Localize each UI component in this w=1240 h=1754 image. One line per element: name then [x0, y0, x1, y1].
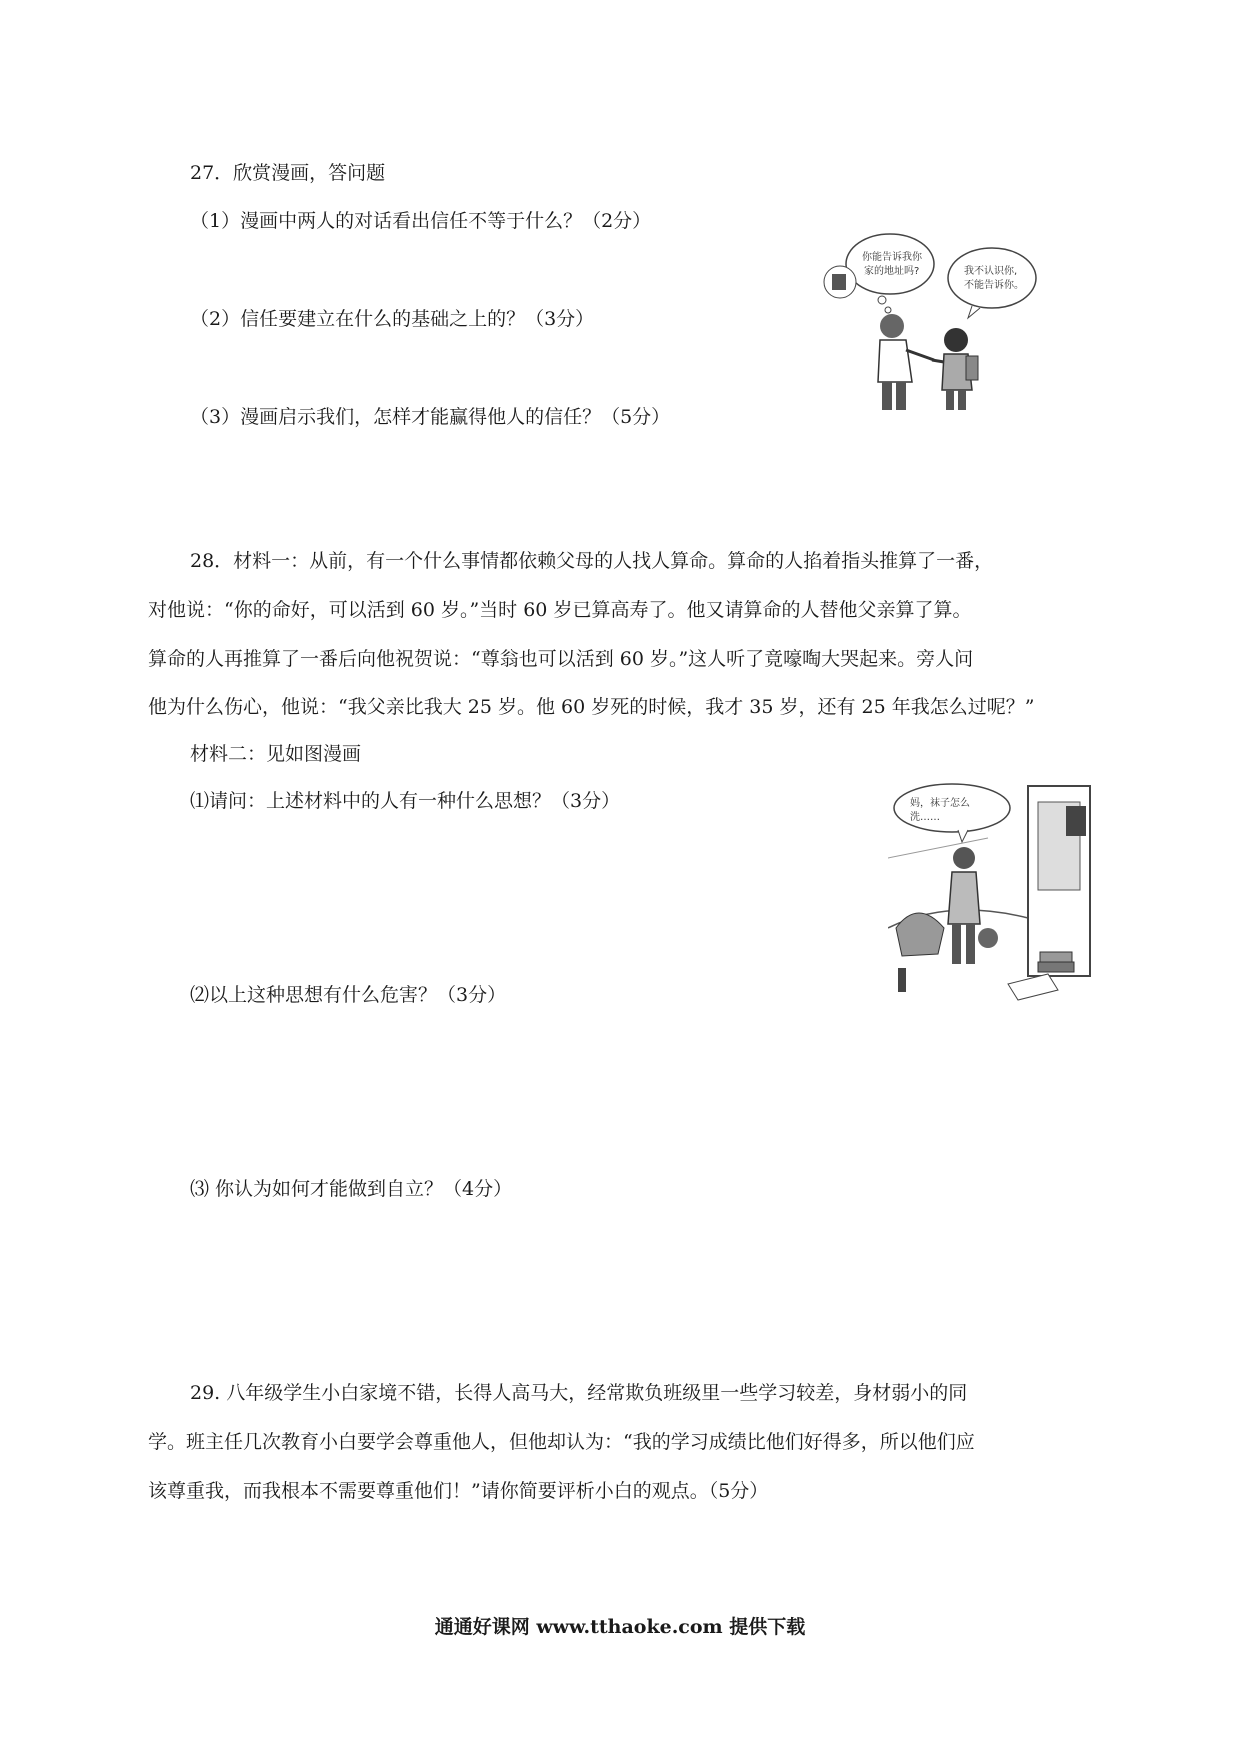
q27-title: 27．欣赏漫画，答问题	[190, 162, 386, 184]
q28-cartoon-books	[1038, 962, 1074, 972]
q28-material1-line2: 对他说：“你的命好，可以活到 60 岁。”当时 60 岁已算高寿了。他又请算命的人替他父亲算了算。	[148, 599, 972, 621]
book-icon	[832, 274, 846, 290]
q29-line2: 学。班主任几次教育小白要学会尊重他人，但他却认为：“我的学习成绩比他们好得多，所以他们应	[148, 1431, 975, 1453]
bottle-icon	[898, 968, 906, 992]
q28-material2: 材料二：见如图漫画	[190, 743, 362, 765]
q27-cartoon-bubble-left-text-2: 家的地址吗?	[864, 266, 920, 277]
q28-cartoon-door-sign	[1066, 806, 1086, 836]
q27-cartoon-man-head	[880, 314, 904, 338]
q27-sub1: （1）漫画中两人的对话看出信任不等于什么？（2分）	[190, 210, 652, 232]
q27-cartoon-image	[822, 222, 1060, 412]
q28-material1-line3: 算命的人再推算了一番后向他祝贺说：“尊翁也可以活到 60 岁。”这人听了竟嚎啕大哭起来。旁人问	[148, 648, 974, 670]
q28-material1-line1: 28．材料一：从前，有一个什么事情都依赖父母的人找人算命。算命的人掐着指头推算了一番，	[190, 550, 994, 572]
q28-cartoon-bubble-text-1: 妈，袜子怎么	[910, 798, 970, 809]
q27-cartoon-bubble-right	[948, 248, 1036, 308]
q27-cartoon-child-head	[944, 328, 968, 352]
q28-cartoon-bubble-text-2: 洗……	[910, 812, 940, 823]
q28-cartoon-image	[888, 778, 1100, 1004]
q28-sub1: ⑴请问：上述材料中的人有一种什么思想？（3分）	[190, 790, 621, 812]
q28-cartoon-person-head	[953, 847, 975, 869]
q28-cartoon-clothes	[896, 913, 944, 956]
q27-cartoon-bubble-left	[846, 234, 934, 294]
q27-cartoon-bubble-right-text-1: 我不认识你,	[964, 266, 1018, 277]
q27-cartoon-bubble-left-text-1: 你能告诉我你	[862, 252, 922, 263]
q29-line1: 29. 八年级学生小白家境不错，长得人高马大，经常欺负班级里一些学习较差，身材弱小的同	[190, 1382, 968, 1404]
q29-line3: 该尊重我，而我根本不需要尊重他们！”请你简要评析小白的观点。（5分）	[148, 1480, 769, 1502]
page-footer: 通通好课网 www.tthaoke.com 提供下载	[434, 1616, 806, 1638]
q27-cartoon-bubble-right-text-2: 不能告诉你。	[964, 280, 1024, 291]
q28-sub3: ⑶ 你认为如何才能做到自立？（4分）	[190, 1178, 513, 1200]
q28-material1-line4: 他为什么伤心，他说：“我父亲比我大 25 岁。他 60 岁死的时候，我才 35 岁，还有 25 年我怎么过呢？”	[148, 696, 1035, 718]
q27-sub3: （3）漫画启示我们，怎样才能赢得他人的信任？（5分）	[190, 406, 671, 428]
q27-sub2: （2）信任要建立在什么的基础之上的？（3分）	[190, 308, 595, 330]
backpack-icon	[966, 356, 978, 380]
q28-sub2: ⑵以上这种思想有什么危害？（3分）	[190, 984, 507, 1006]
